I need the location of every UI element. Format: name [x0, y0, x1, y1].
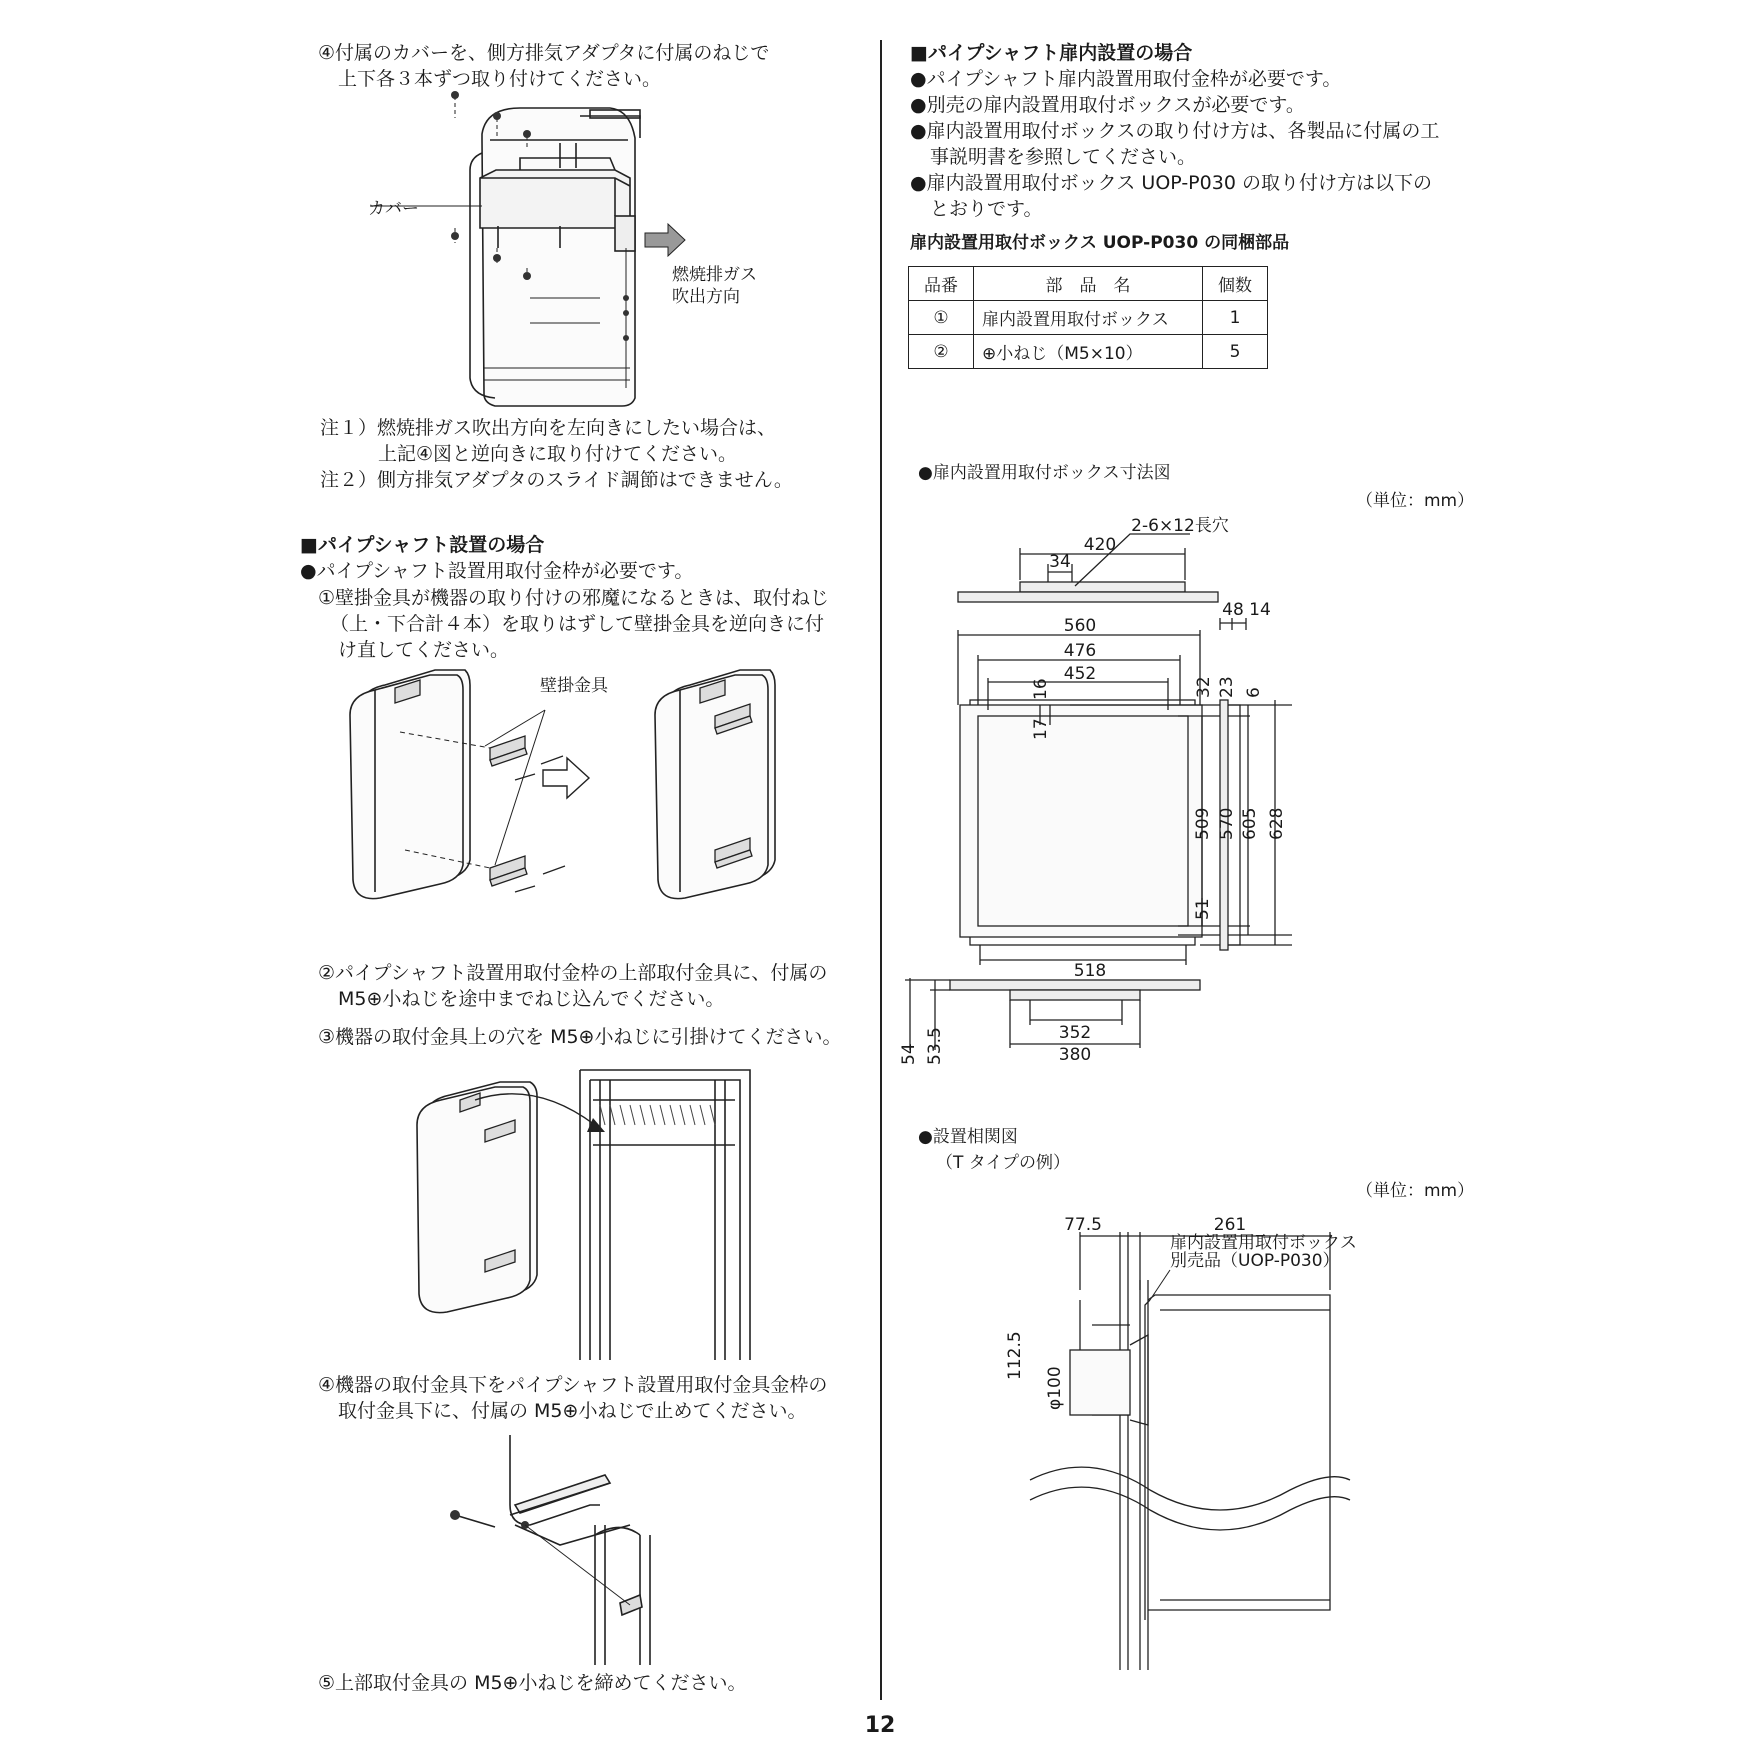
- dim-380: 380: [1058, 1045, 1092, 1065]
- dim-32: 32: [1194, 676, 1214, 698]
- installation-relation-drawing: [1005, 1210, 1370, 1670]
- ps-step2-line2: M5⊕小ねじを途中までねじ込んでください。: [338, 988, 725, 1010]
- dim-605: 605: [1240, 807, 1260, 840]
- step4-cover-line1: ④付属のカバーを、側方排気アダプタに付属のねじで: [318, 42, 770, 64]
- dim-560: 560: [1063, 616, 1097, 636]
- relation-diagram-subtitle: （T タイプの例）: [936, 1153, 1070, 1173]
- table-cell: 5: [1203, 335, 1268, 369]
- note-2: 注２）側方排気アダプタのスライド調節はできません。: [320, 469, 793, 491]
- table-cell: ①: [909, 301, 974, 335]
- ps-step1-line1: ①壁掛金具が機器の取り付けの邪魔になるときは、取付ねじ: [318, 587, 830, 609]
- dim-352: 352: [1058, 1023, 1092, 1043]
- dim-17: 17: [1031, 718, 1051, 740]
- note-1: 注１）燃焼排ガス吹出方向を左向きにしたい場合は、: [320, 417, 777, 439]
- table-header: 部 品 名: [974, 267, 1203, 301]
- dim-34: 34: [1049, 552, 1071, 572]
- dim-54: 54: [899, 1043, 919, 1065]
- wall-bracket-figure: [345, 670, 815, 930]
- door-bullet-4: ●扉内設置用取付ボックス UOP-P030 の取り付け方は以下の: [910, 172, 1432, 194]
- ps-step4-line1: ④機器の取付金具下をパイプシャフト設置用取付金具金枠の: [318, 1374, 828, 1396]
- table-header: 品番: [909, 267, 974, 301]
- frame-hooking-figure: [415, 1060, 745, 1360]
- dim-261: 261: [1213, 1215, 1247, 1235]
- parts-table: [908, 266, 1268, 369]
- ps-step1-line2: （上・下合計４本）を取りはずして壁掛金具を逆向きに付: [330, 613, 825, 635]
- dim-23: 23: [1217, 676, 1237, 698]
- table-cell: 1: [1203, 301, 1268, 335]
- dim-slot: 2-6×12長穴: [1131, 516, 1229, 536]
- cover-attachment-figure: [400, 98, 720, 408]
- table-header-row: [909, 267, 1268, 301]
- relation-diagram-title: ●設置相関図: [918, 1127, 1018, 1147]
- note-1-cont: 上記④図と逆向きに取り付けてください。: [378, 443, 738, 465]
- door-install-heading: ■パイプシャフト扉内設置の場合: [910, 42, 1193, 64]
- ps-step3: ③機器の取付金具上の穴を M5⊕小ねじに引掛けてください。: [318, 1026, 842, 1048]
- ps-step1-line3: け直してください。: [338, 639, 510, 661]
- dim-53-5: 53.5: [925, 1027, 945, 1065]
- parts-table-title: 扉内設置用取付ボックス UOP-P030 の同梱部品: [910, 233, 1290, 253]
- lower-bracket-figure: [470, 1435, 720, 1665]
- unit-label: （単位：mm）: [1356, 491, 1475, 511]
- box-dimension-drawing: [899, 516, 1450, 1080]
- dim-51: 51: [1193, 898, 1213, 920]
- dim-476: 476: [1063, 641, 1097, 661]
- dimension-diagram-title: ●扉内設置用取付ボックス寸法図: [918, 463, 1171, 483]
- box-label-1: 扉内設置用取付ボックス: [1170, 1233, 1357, 1253]
- pipe-shaft-heading: ■パイプシャフト設置の場合: [300, 534, 545, 556]
- dim-420: 420: [1083, 535, 1117, 555]
- dim-509: 509: [1193, 807, 1213, 840]
- table-cell: 扉内設置用取付ボックス: [974, 301, 1203, 335]
- door-bullet-4-cont: とおりです。: [930, 198, 1043, 220]
- dim-518: 518: [1073, 961, 1107, 981]
- ps-step2-line1: ②パイプシャフト設置用取付金枠の上部取付金具に、付属の: [318, 962, 828, 984]
- dim-14: 14: [1249, 600, 1271, 620]
- unit-label-2: （単位：mm）: [1356, 1181, 1475, 1201]
- dim-48: 48: [1222, 600, 1244, 620]
- exhaust-label-2: 吹出方向: [672, 287, 740, 307]
- door-bullet-3-cont: 事説明書を参照してください。: [930, 146, 1197, 168]
- dim-6: 6: [1244, 687, 1264, 698]
- dim-phi100: φ100: [1045, 1366, 1065, 1410]
- wall-bracket-label: 壁掛金具: [540, 676, 608, 696]
- dim-16: 16: [1031, 678, 1051, 700]
- step4-cover-line2: 上下各３本ずつ取り付けてください。: [338, 68, 662, 90]
- door-bullet-1: ●パイプシャフト扉内設置用取付金枠が必要です。: [910, 68, 1342, 90]
- box-label-2: 別売品（UOP-P030）: [1170, 1251, 1340, 1271]
- door-bullet-2: ●別売の扉内設置用取付ボックスが必要です。: [910, 94, 1305, 116]
- dim-628: 628: [1267, 807, 1287, 840]
- table-row: [909, 301, 1268, 335]
- table-cell: ⊕小ねじ（M5×10）: [974, 335, 1203, 369]
- pipe-shaft-bullet: ●パイプシャフト設置用取付金枠が必要です。: [300, 560, 694, 582]
- dim-452: 452: [1063, 664, 1097, 684]
- table-row: [909, 335, 1268, 369]
- column-divider: [880, 40, 882, 1700]
- dim-77-5: 77.5: [1064, 1215, 1102, 1235]
- dim-112-5: 112.5: [1005, 1331, 1025, 1380]
- exhaust-label-1: 燃焼排ガス: [672, 265, 757, 285]
- table-cell: ②: [909, 335, 974, 369]
- table-header: 個数: [1203, 267, 1268, 301]
- cover-label: カバー: [368, 199, 419, 219]
- dim-570: 570: [1217, 807, 1237, 840]
- door-bullet-3: ●扉内設置用取付ボックスの取り付け方は、各製品に付属の工: [910, 120, 1440, 142]
- page-number: 12: [864, 1713, 896, 1738]
- ps-step4-line2: 取付金具下に、付属の M5⊕小ねじで止めてください。: [338, 1400, 807, 1422]
- ps-step5: ⑤上部取付金具の M5⊕小ねじを締めてください。: [318, 1672, 747, 1694]
